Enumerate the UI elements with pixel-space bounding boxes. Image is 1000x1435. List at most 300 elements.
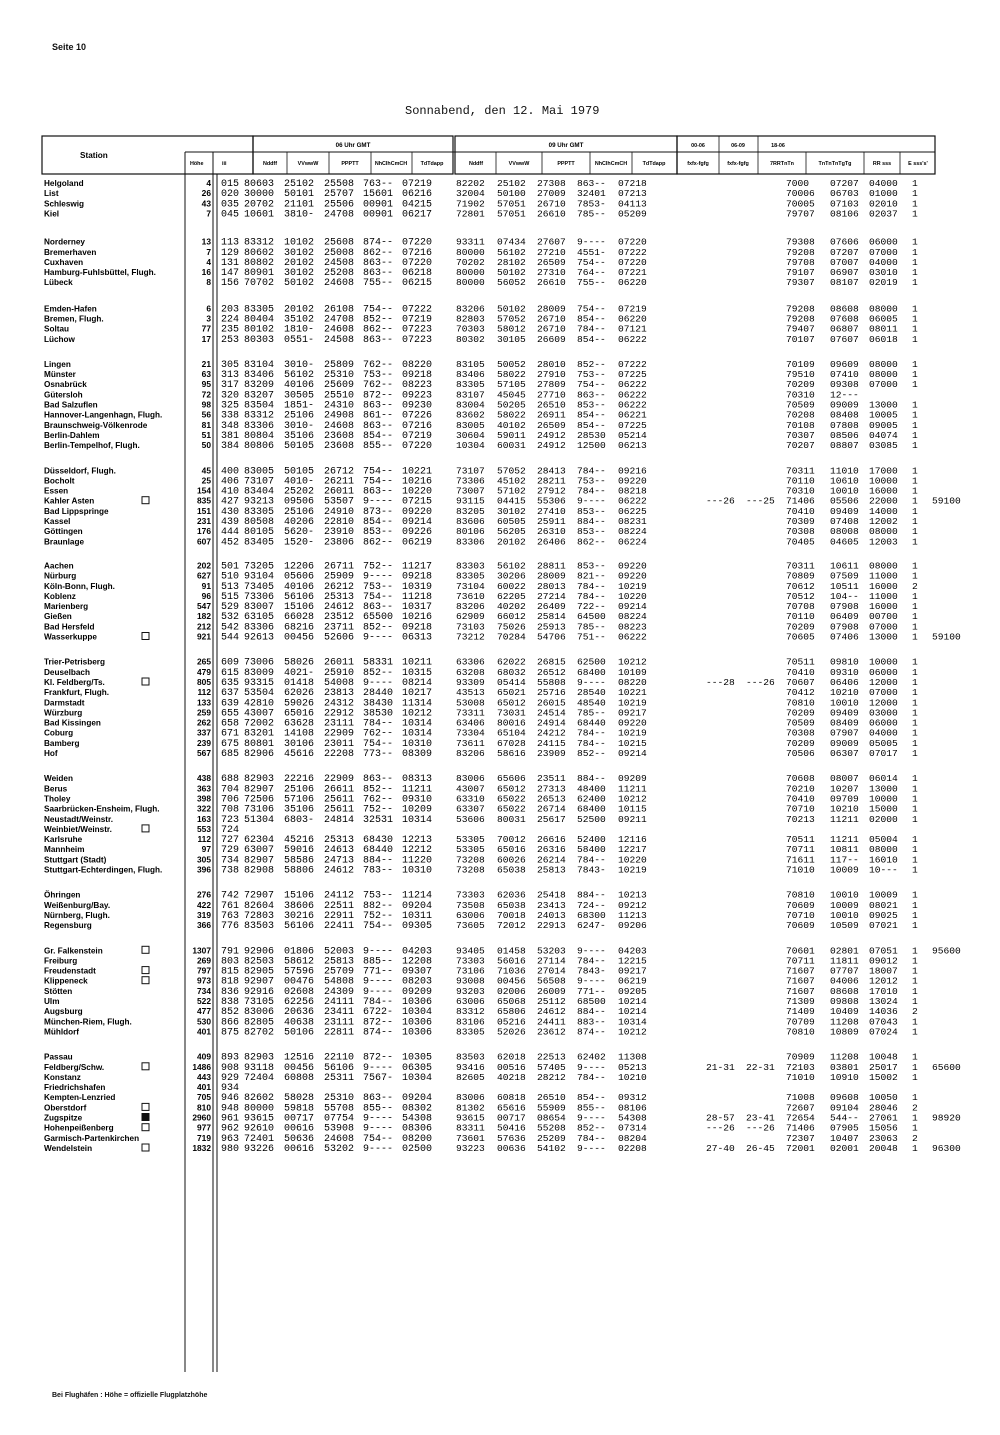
station-name: Gr. Falkenstein bbox=[44, 946, 103, 956]
station-elevation: 7 bbox=[206, 246, 211, 257]
station-name: Göttingen bbox=[44, 527, 83, 537]
obs09-pppt: 53203 bbox=[537, 945, 566, 957]
obs09-dewpoint: 10221 bbox=[618, 687, 647, 699]
station-id: 156 bbox=[221, 278, 240, 290]
obs06-dewpoint: 07216 bbox=[402, 420, 433, 432]
station-id: 675 bbox=[221, 738, 240, 750]
obs06-pppt: 26011 bbox=[324, 486, 355, 498]
obs09-nddff: 93309 bbox=[456, 677, 485, 688]
obs09-nddff: 73212 bbox=[456, 631, 485, 643]
station-name: Münster bbox=[44, 370, 76, 380]
station-id: 671 bbox=[221, 728, 240, 740]
obs09-dewpoint: 06222 bbox=[618, 379, 647, 391]
station-elevation: 133 bbox=[197, 697, 211, 708]
synop-7rr: 70311 bbox=[786, 560, 815, 572]
station-elevation: 25 bbox=[201, 475, 211, 486]
synop-7rr: 7000 bbox=[786, 178, 810, 189]
obs09-dewpoint: 09216 bbox=[618, 465, 647, 477]
synop-tn: 06703 bbox=[830, 188, 859, 200]
synop-flag: 1 bbox=[912, 1092, 918, 1104]
obs09-pppt: 26310 bbox=[537, 526, 566, 538]
station-elevation: 112 bbox=[197, 687, 211, 698]
synop-flag: 1 bbox=[912, 920, 918, 932]
station-elevation: 567 bbox=[197, 748, 211, 758]
synop-rr: 10000 bbox=[869, 656, 898, 668]
obs09-vvwww: 60818 bbox=[497, 1092, 526, 1104]
obs09-nddff: 80000 bbox=[456, 267, 485, 279]
synop-flag: 1 bbox=[912, 256, 918, 268]
synop-rr: 06018 bbox=[869, 333, 898, 345]
obs09-vvwww: 50102 bbox=[497, 267, 526, 279]
obs09-dewpoint: 07314 bbox=[618, 1122, 647, 1134]
synop-tn: 07410 bbox=[830, 369, 859, 381]
obs06-nddff: 72907 bbox=[244, 890, 275, 902]
synop-flag: 1 bbox=[912, 773, 918, 785]
obs06-vvwww: 56102 bbox=[284, 370, 315, 382]
station-id: 529 bbox=[221, 602, 240, 614]
obs06-pppt: 25611 bbox=[324, 794, 355, 806]
obs06-dewpoint: 10216 bbox=[402, 612, 433, 624]
obs09-vvwww: 25102 bbox=[497, 178, 526, 189]
station-elevation: 63 bbox=[201, 369, 211, 380]
obs09-vvwww: 65104 bbox=[497, 727, 526, 739]
obs09-vvwww: 65806 bbox=[497, 1006, 526, 1018]
obs06-clouds: 7567- bbox=[363, 1072, 394, 1084]
obs09-vvwww: 65606 bbox=[497, 773, 526, 785]
obs06-nddff: 63007 bbox=[244, 845, 275, 857]
station-id: 708 bbox=[221, 804, 240, 816]
obs06-clouds: 863-- bbox=[363, 257, 394, 269]
obs06-clouds: 9---- bbox=[363, 1062, 394, 1074]
obs09-clouds: 64500 bbox=[577, 611, 606, 623]
obs09-nddff: 73303 bbox=[456, 955, 485, 967]
square-icon bbox=[142, 977, 149, 984]
obs09-clouds: 9---- bbox=[577, 236, 606, 248]
obs06-pppt: 25910 bbox=[324, 667, 355, 679]
obs06-clouds: 754-- bbox=[363, 466, 394, 478]
obs06-clouds: 855-- bbox=[363, 441, 394, 453]
obs09-clouds: 854-- bbox=[577, 333, 606, 345]
obs09-vvwww: 00516 bbox=[497, 1061, 526, 1073]
obs09-clouds: 852-- bbox=[577, 748, 606, 759]
obs06-dewpoint: 12208 bbox=[402, 956, 433, 968]
obs09-dewpoint: 07225 bbox=[618, 369, 647, 381]
obs09-nddff: 93416 bbox=[456, 1061, 485, 1073]
obs09-dewpoint: 10220 bbox=[618, 590, 647, 602]
obs06-dewpoint: 10306 bbox=[402, 997, 433, 1008]
synop-rr: 06005 bbox=[869, 313, 898, 325]
obs06-nddff: 83306 bbox=[244, 622, 275, 634]
obs06-pppt: 25008 bbox=[324, 247, 355, 259]
obs09-dewpoint: 09214 bbox=[618, 748, 647, 759]
obs09-vvwww: 80031 bbox=[497, 813, 526, 825]
obs06-dewpoint: 08302 bbox=[402, 1103, 433, 1115]
synop-tn: 09409 bbox=[830, 707, 859, 719]
synop-rr: 14036 bbox=[869, 1006, 898, 1018]
station-elevation: 734 bbox=[197, 985, 211, 996]
synop-flag: 1 bbox=[912, 899, 918, 911]
station-elevation: 72 bbox=[201, 389, 211, 400]
obs09-clouds: 884-- bbox=[577, 773, 606, 785]
synop-tn: 07406 bbox=[830, 631, 859, 643]
synop-7rr: 79407 bbox=[786, 323, 815, 335]
obs09-dewpoint: 08106 bbox=[618, 1102, 647, 1114]
synop-tn: 10610 bbox=[830, 475, 859, 487]
station-name: Tholey bbox=[44, 794, 71, 804]
obs06-clouds: 852-- bbox=[363, 622, 394, 634]
obs09-pppt: 28009 bbox=[537, 303, 566, 315]
obs09-vvwww: 58022 bbox=[497, 409, 526, 421]
station-name: Wasserkuppe bbox=[44, 632, 97, 642]
obs09-clouds: 754-- bbox=[577, 303, 606, 315]
square-icon bbox=[142, 825, 149, 832]
station-id: 427 bbox=[221, 496, 240, 508]
synop-7rr: 72307 bbox=[786, 1132, 815, 1144]
obs09-vvwww: 20102 bbox=[497, 536, 526, 548]
obs09-pppt: 24912 bbox=[537, 440, 566, 452]
station-name: Weiden bbox=[44, 774, 73, 784]
synop-flag: 1 bbox=[912, 208, 918, 220]
station-name: Norderney bbox=[44, 237, 85, 247]
obs06-nddff: 73107 bbox=[244, 476, 275, 488]
synop-rr: 07021 bbox=[869, 920, 898, 932]
obs06-dewpoint: 07220 bbox=[402, 237, 433, 249]
obs09-clouds: 68400 bbox=[577, 803, 606, 815]
obs06-pppt: 26108 bbox=[324, 304, 355, 316]
obs06-vvwww: 45216 bbox=[284, 835, 315, 847]
header-c-tt2: TdTdapp bbox=[642, 161, 666, 167]
obs09-vvwww: 56016 bbox=[497, 955, 526, 967]
obs06-pppt: 24608 bbox=[324, 1133, 355, 1145]
station-id: 305 bbox=[221, 359, 240, 371]
obs09-clouds: 853-- bbox=[577, 505, 606, 517]
station-name: Klippeneck bbox=[44, 976, 88, 986]
station-name: Essen bbox=[44, 486, 69, 496]
synop-tn: 05506 bbox=[830, 495, 859, 507]
obs09-vvwww: 66012 bbox=[497, 611, 526, 623]
synop-rr: 04000 bbox=[869, 256, 898, 268]
obs06-pppt: 23608 bbox=[324, 431, 355, 442]
synop-7rr: 79307 bbox=[786, 277, 815, 289]
synop-flag: 1 bbox=[912, 707, 918, 719]
obs06-pppt: 26712 bbox=[324, 466, 355, 478]
synop-7rr: 70709 bbox=[786, 1016, 815, 1028]
synop-rr: 00700 bbox=[869, 611, 898, 623]
synop-rr: 10000 bbox=[869, 793, 898, 805]
obs09-pppt: 26609 bbox=[537, 333, 566, 345]
station-id: 381 bbox=[221, 431, 240, 442]
station-name: Berus bbox=[44, 784, 68, 794]
obs06-dewpoint: 07219 bbox=[402, 314, 433, 326]
synop-rr: 18007 bbox=[869, 965, 898, 977]
obs09-clouds: 784-- bbox=[577, 323, 606, 335]
synop-flag: 1 bbox=[912, 188, 918, 200]
obs09-nddff: 93311 bbox=[456, 236, 485, 248]
obs06-clouds: 68440 bbox=[363, 845, 394, 857]
obs06-nddff: 80801 bbox=[244, 738, 275, 750]
obs09-pppt: 24115 bbox=[537, 737, 566, 749]
obs09-pppt: 27009 bbox=[537, 188, 566, 200]
station-elevation: 26 bbox=[201, 188, 211, 199]
obs09-clouds: 884-- bbox=[577, 889, 606, 901]
station-elevation: 477 bbox=[197, 1006, 211, 1017]
obs06-pppt: 23711 bbox=[324, 622, 355, 634]
station-id: 852 bbox=[221, 1007, 240, 1019]
synop-rr: 13000 bbox=[869, 783, 898, 795]
synop-rr: 20048 bbox=[869, 1143, 898, 1154]
obs06-clouds: 885-- bbox=[363, 956, 394, 968]
obs09-nddff: 63307 bbox=[456, 803, 485, 815]
obs09-nddff: 72801 bbox=[456, 208, 485, 220]
obs09-pppt: 26015 bbox=[537, 697, 566, 709]
obs06-vvwww: 30106 bbox=[284, 738, 315, 750]
synop-rr: 08000 bbox=[869, 560, 898, 572]
obs06-vvwww: 3010- bbox=[284, 420, 315, 432]
obs06-nddff: 92610 bbox=[244, 1123, 275, 1135]
synop-7rr: 70311 bbox=[786, 465, 815, 477]
table-row bbox=[44, 748, 918, 760]
obs06-vvwww: 4021- bbox=[284, 667, 315, 679]
obs06-nddff: 80804 bbox=[244, 431, 275, 442]
obs06-clouds: 862-- bbox=[363, 247, 394, 259]
obs09-nddff: 30604 bbox=[456, 430, 485, 441]
station-id: 317 bbox=[221, 380, 240, 392]
obs06-vvwww: 00476 bbox=[284, 976, 315, 988]
synop-rr: 12000 bbox=[869, 697, 898, 709]
obs06-vvwww: 25106 bbox=[284, 410, 315, 422]
obs09-nddff: 73103 bbox=[456, 621, 485, 633]
station-elevation: 154 bbox=[197, 485, 211, 496]
station-elevation: 3 bbox=[206, 313, 211, 324]
synop-flag: 2 bbox=[912, 1006, 918, 1018]
obs09-dewpoint: 06220 bbox=[618, 277, 647, 289]
obs06-vvwww: 12206 bbox=[284, 561, 315, 573]
obs09-clouds: 785-- bbox=[577, 208, 606, 220]
obs09-nddff: 83006 bbox=[456, 773, 485, 785]
obs09-nddff: 93223 bbox=[456, 1143, 485, 1154]
obs06-clouds: 753-- bbox=[363, 581, 394, 593]
synop-7rr: 70405 bbox=[786, 536, 815, 548]
gust-06-09: ---25 bbox=[746, 495, 775, 507]
synop-flag: 1 bbox=[912, 955, 918, 967]
synop-flag: 1 bbox=[912, 590, 918, 602]
station-id: 430 bbox=[221, 506, 240, 518]
obs06-nddff: 80105 bbox=[244, 527, 275, 539]
obs09-dewpoint: 10212 bbox=[618, 656, 647, 668]
obs06-dewpoint: 10310 bbox=[402, 865, 433, 877]
obs09-pppt: 28211 bbox=[537, 475, 566, 487]
header-c-tt: TdTdapp bbox=[420, 161, 444, 167]
obs09-dewpoint: 05213 bbox=[618, 1061, 647, 1073]
station-name: Stuttgart-Echterdingen, Flugh. bbox=[44, 865, 163, 875]
station-name: Würzburg bbox=[44, 708, 83, 718]
synop-7rr: 70506 bbox=[786, 748, 815, 759]
synop-tn: 07907 bbox=[830, 727, 859, 739]
obs09-dewpoint: 07213 bbox=[618, 188, 647, 200]
obs09-clouds: 9---- bbox=[577, 677, 606, 688]
obs09-vvwww: 04415 bbox=[497, 495, 526, 507]
synop-tn: 07808 bbox=[830, 419, 859, 431]
obs06-pppt: 52606 bbox=[324, 632, 355, 644]
synop-rr: 07000 bbox=[869, 379, 898, 391]
station-id: 704 bbox=[221, 784, 240, 796]
obs06-dewpoint: 08223 bbox=[402, 380, 433, 392]
obs09-nddff: 83305 bbox=[456, 570, 485, 582]
synop-rr: 03000 bbox=[869, 707, 898, 719]
obs09-nddff: 63406 bbox=[456, 717, 485, 729]
station-id: 893 bbox=[221, 1052, 240, 1064]
obs09-dewpoint: 11213 bbox=[618, 910, 647, 921]
obs06-clouds: 755-- bbox=[363, 278, 394, 290]
table-row bbox=[44, 1072, 918, 1084]
obs06-clouds: 854-- bbox=[363, 431, 394, 442]
obs06-clouds: 754-- bbox=[363, 591, 394, 603]
synop-7rr: 71010 bbox=[786, 1071, 815, 1083]
obs09-pppt: 25913 bbox=[537, 621, 566, 633]
obs06-dewpoint: 09218 bbox=[402, 622, 433, 634]
obs09-pppt: 26509 bbox=[537, 256, 566, 268]
synop-flag: 2 bbox=[912, 580, 918, 592]
obs06-vvwww: 30505 bbox=[284, 390, 315, 402]
table-row bbox=[44, 334, 918, 346]
obs06-nddff: 80806 bbox=[244, 441, 275, 453]
synop-flag: 1 bbox=[912, 1051, 918, 1063]
obs09-clouds: 853-- bbox=[577, 399, 606, 411]
obs09-pppt: 28010 bbox=[537, 358, 566, 370]
obs09-clouds: 9---- bbox=[577, 495, 606, 507]
obs06-vvwww: 45616 bbox=[284, 749, 315, 760]
gust-00-06: 27-40 bbox=[706, 1143, 735, 1154]
obs06-nddff: 80303 bbox=[244, 334, 275, 346]
obs06-vvwww: 56106 bbox=[284, 921, 315, 933]
obs06-clouds: 855-- bbox=[363, 1103, 394, 1115]
station-name: Schleswig bbox=[44, 199, 85, 209]
obs09-pppt: 25209 bbox=[537, 1132, 566, 1144]
obs06-nddff: 80603 bbox=[244, 179, 275, 190]
obs06-nddff: 80404 bbox=[244, 314, 275, 326]
synop-7rr: 70209 bbox=[786, 379, 815, 391]
obs06-clouds: 9---- bbox=[363, 632, 394, 644]
obs09-vvwww: 65038 bbox=[497, 864, 526, 876]
obs06-vvwww: 62256 bbox=[284, 997, 315, 1008]
obs06-dewpoint: 12212 bbox=[402, 845, 433, 857]
synop-7rr: 71607 bbox=[786, 975, 815, 987]
obs09-nddff: 73306 bbox=[456, 475, 485, 487]
station-elevation: 151 bbox=[197, 505, 211, 516]
synop-flag: 1 bbox=[912, 889, 918, 901]
synop-flag: 1 bbox=[912, 246, 918, 258]
obs09-clouds: 785-- bbox=[577, 707, 606, 719]
obs06-dewpoint: 07219 bbox=[402, 431, 433, 442]
obs09-vvwww: 72012 bbox=[497, 920, 526, 932]
synop-tn: 08107 bbox=[830, 277, 859, 289]
obs09-clouds: 854-- bbox=[577, 419, 606, 431]
obs09-clouds: 754-- bbox=[577, 379, 606, 391]
obs06-clouds: 753-- bbox=[363, 370, 394, 382]
obs06-dewpoint: 06218 bbox=[402, 268, 433, 280]
obs09-nddff: 32004 bbox=[456, 188, 485, 200]
obs06-clouds: 754-- bbox=[363, 921, 394, 933]
obs06-pppt: 25608 bbox=[324, 237, 355, 249]
synop-rr: 06000 bbox=[869, 666, 898, 678]
obs06-vvwww: 59026 bbox=[284, 698, 315, 710]
station-name: Wendelstein bbox=[44, 1144, 93, 1153]
station-elevation: 269 bbox=[197, 955, 211, 966]
synop-rr: 07000 bbox=[869, 621, 898, 633]
obs09-nddff: 70202 bbox=[456, 256, 485, 268]
station-elevation: 231 bbox=[197, 516, 211, 526]
obs06-dewpoint: 10220 bbox=[402, 486, 433, 498]
obs06-vvwww: 3810- bbox=[284, 209, 315, 221]
obs09-dewpoint: 08231 bbox=[618, 516, 647, 527]
obs06-nddff: 82903 bbox=[244, 774, 275, 786]
header-c-tn: TnTnTnTgTg bbox=[818, 161, 852, 167]
obs09-clouds: 48540 bbox=[577, 697, 606, 709]
obs09-clouds: 9---- bbox=[577, 975, 606, 987]
synop-7rr: 70006 bbox=[786, 188, 815, 200]
obs06-dewpoint: 06313 bbox=[402, 632, 433, 644]
synop-tn: 06307 bbox=[830, 748, 859, 759]
synop-tn: 04006 bbox=[830, 975, 859, 987]
obs09-nddff: 83206 bbox=[456, 748, 485, 759]
synop-7rr: 70410 bbox=[786, 505, 815, 517]
obs09-vvwww: 00456 bbox=[497, 975, 526, 987]
obs06-vvwww: 00456 bbox=[284, 632, 315, 644]
footnote: Bei Flughäfen : Höhe = offizielle Flugplatzhöhe bbox=[52, 1392, 208, 1399]
obs06-pppt: 25510 bbox=[324, 390, 355, 402]
obs09-nddff: 83311 bbox=[456, 1122, 485, 1134]
station-id: 235 bbox=[221, 324, 240, 336]
station-id: 501 bbox=[221, 561, 240, 573]
station-name: Darmstadt bbox=[44, 698, 85, 708]
obs06-nddff: 73006 bbox=[244, 657, 275, 669]
station-id: 532 bbox=[221, 612, 240, 624]
obs06-nddff: 83007 bbox=[244, 602, 275, 614]
synop-tn: 07608 bbox=[830, 313, 859, 325]
station-name: Lüchow bbox=[44, 334, 75, 344]
obs09-dewpoint: 10314 bbox=[618, 1016, 647, 1028]
synop-rr: 12012 bbox=[869, 975, 898, 987]
obs09-dewpoint: 06213 bbox=[618, 440, 647, 452]
synop-rr: 04074 bbox=[869, 430, 898, 441]
obs09-nddff: 83105 bbox=[456, 358, 485, 370]
obs06-pppt: 24708 bbox=[324, 314, 355, 326]
station-name: Trier-Petrisberg bbox=[44, 657, 105, 667]
obs09-clouds: 12500 bbox=[577, 440, 606, 452]
obs06-dewpoint: 08220 bbox=[402, 359, 433, 371]
obs06-clouds: 853-- bbox=[363, 527, 394, 539]
obs09-dewpoint: 02208 bbox=[618, 1143, 647, 1154]
obs06-clouds: 28440 bbox=[363, 688, 394, 700]
station-name: Coburg bbox=[44, 728, 74, 738]
obs09-nddff: 83107 bbox=[456, 389, 485, 401]
obs06-clouds: 754-- bbox=[363, 304, 394, 316]
obs06-dewpoint: 10314 bbox=[402, 814, 433, 826]
synop-7rr: 79208 bbox=[786, 313, 815, 325]
station-id: 035 bbox=[221, 199, 240, 211]
synop-tn: 10611 bbox=[830, 560, 859, 572]
obs09-pppt: 26512 bbox=[537, 666, 566, 678]
station-elevation: 16 bbox=[201, 267, 211, 278]
obs09-pppt: 26710 bbox=[537, 323, 566, 335]
synop-flag: 1 bbox=[912, 910, 918, 921]
obs09-dewpoint: 09312 bbox=[618, 1092, 647, 1104]
synop-tn: 10809 bbox=[830, 1026, 859, 1038]
obs06-nddff: 83312 bbox=[244, 237, 275, 249]
synop-tn: 08408 bbox=[830, 409, 859, 421]
obs09-clouds: 784-- bbox=[577, 580, 606, 592]
synop-tn: 07607 bbox=[830, 333, 859, 345]
